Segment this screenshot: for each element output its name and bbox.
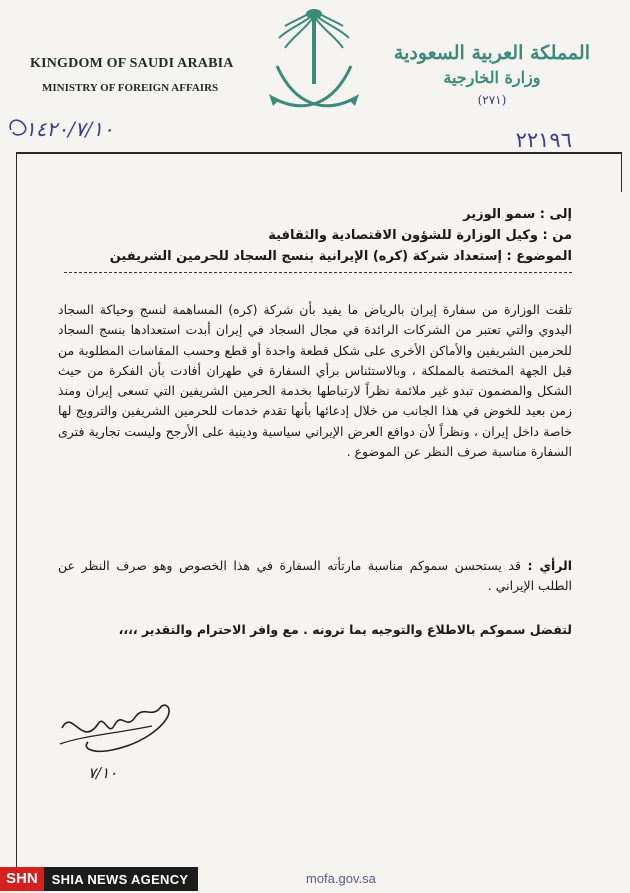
ministry-website: mofa.gov.sa xyxy=(306,871,376,886)
kingdom-name-en: KINGDOM OF SAUDI ARABIA xyxy=(30,56,234,71)
closing-line: لتفضل سموكم بالاطلاع والتوجيه بما ترونه . مع وافر الاحترام والتقدير ،،،، xyxy=(118,622,572,637)
handwritten-date xyxy=(5,112,155,146)
footer xyxy=(0,865,630,893)
address-block xyxy=(110,204,572,267)
ministry-name-ar: وزارة الخارجية xyxy=(443,68,541,87)
sender: من : وكيل الوزارة للشؤون الاقتصادية والثقافية xyxy=(268,228,572,243)
addressee: إلى : سمو الوزير xyxy=(463,207,572,222)
saudi-emblem-icon xyxy=(255,6,373,138)
ministry-name-en: MINISTRY OF FOREIGN AFFAIRS xyxy=(42,82,219,94)
subject-line: الموضوع : إستعداد شركة (كره) الإيرانية بنسج السجاد للحرمين الشريفين xyxy=(109,249,572,264)
signature-date-text: ٧/١٠ xyxy=(88,764,118,782)
signature-date xyxy=(86,760,138,784)
form-code: (٢٧١) xyxy=(477,93,507,107)
agency-name: SHIA NEWS AGENCY xyxy=(51,871,189,887)
kingdom-name-ar: المملكة العربية السعودية xyxy=(393,42,590,64)
english-letterhead xyxy=(30,56,234,94)
letter-body: تلقت الوزارة من سفارة إيران بالرياض ما يفيد بأن شركة (كره) المساهمة لنسج وحياكة السجاد اليدوي والتي تعتبر من الشركات الرائدة في مجال السجاد في إيران أبدت استعدادها بنسج السجاد للحرمين الشريفين والأماكن الأخرى على شكل قطعة واحدة أو قطع وحسب المقاسات المطلوبة من قبل الجهة المختصة بالمملكة ، وبالاستئناس برأي السفارة في طهران أفادت بأن الفكرة من حيث الشكل والمضمون تبدو غير ملائمة نظراً لارتباطها بخدمة الحرمين الشريفين التي تسعى إيران ومنذ زمن بعيد للخوض في هذا الجانب من خلال إدعائها بأنها تقدم خدمات للحرمين الشريفين والترويج لها خاصة داخل إيران ، ونظراً لأن دوافع العرض الإيراني سياسية ودينية على الأرجح وليست تجارية فترى السفارة مناسبة صرف النظر عن الموضوع . xyxy=(58,302,572,460)
frame-right-edge xyxy=(621,152,622,192)
separator-dashed xyxy=(64,272,572,273)
opinion-label: الرأي : xyxy=(527,558,572,573)
reference-number: ٢٢١٩٦ xyxy=(515,128,572,152)
handwritten-date-text: ١٤٢٠/٧/١٠ xyxy=(25,117,114,141)
arabic-letterhead xyxy=(394,42,590,107)
agency-watermark xyxy=(0,867,198,891)
agency-badge: SHN xyxy=(0,867,44,891)
opinion-text: قد يستحسن سموكم مناسبة مارتأته السفارة في هذا الخصوص وهو صرف النظر عن الطلب الإيراني . xyxy=(58,558,572,594)
opinion-paragraph xyxy=(58,556,572,597)
